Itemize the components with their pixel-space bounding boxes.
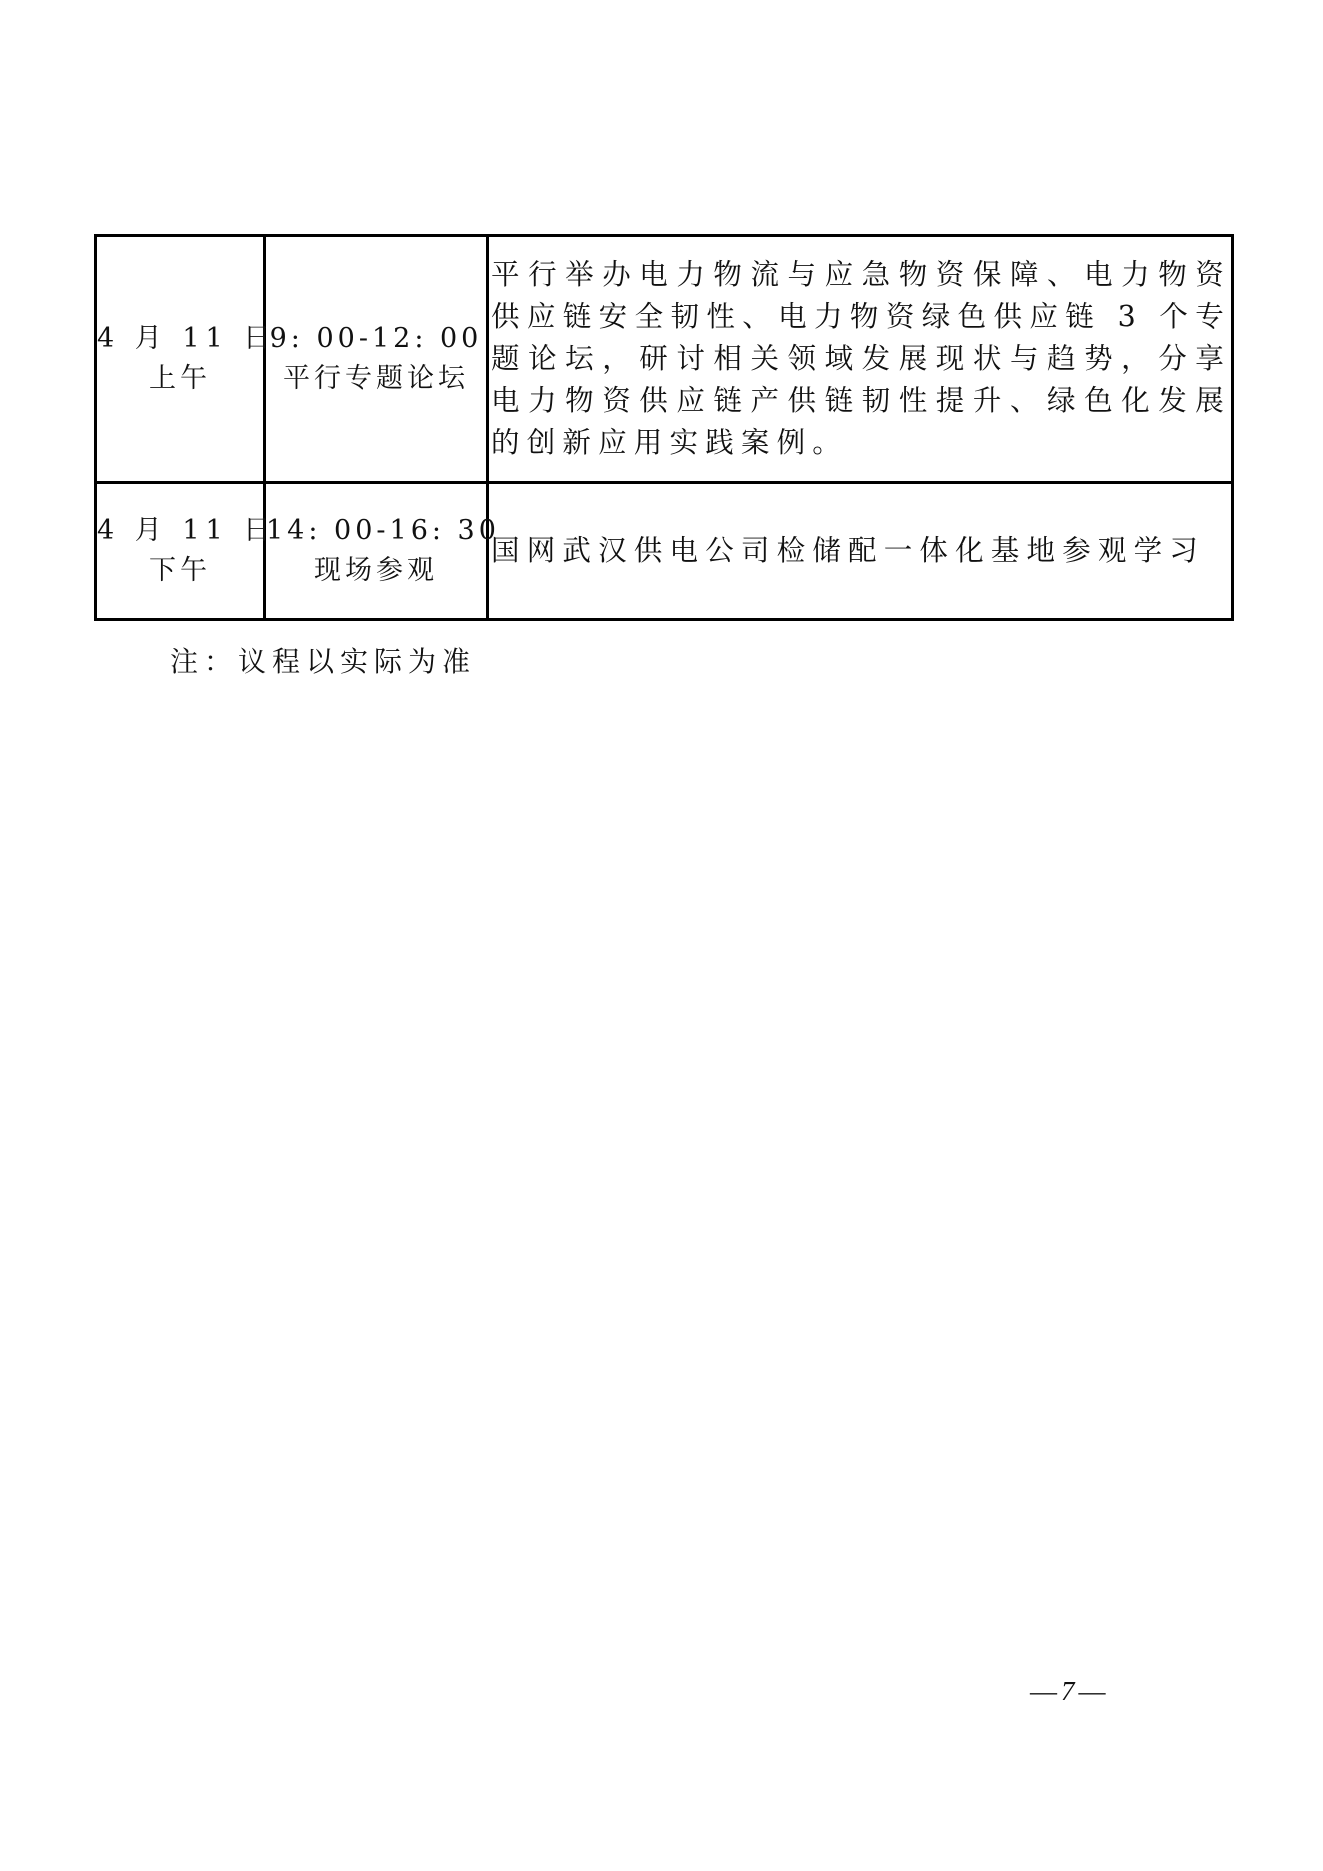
time-text: 9: 00-12: 00 <box>269 323 483 354</box>
table-row <box>96 483 1233 620</box>
session-text: 现场参观 <box>314 555 438 586</box>
time-cell <box>265 236 488 483</box>
page-number-value: 7 <box>1061 1676 1075 1706</box>
description-text: 平行举办电力物流与应急物资保障、电力物资供应链安全韧性、电力物资绿色供应链 3 个专题论坛，研讨相关领域发展现状与趋势，分享电力物资供应链产供链韧性提升、绿色化发展的创新应用实践案例。 <box>491 258 1231 459</box>
page-number <box>1030 1676 1106 1707</box>
page-dash-right: — <box>1078 1676 1106 1706</box>
description-cell <box>488 483 1233 620</box>
time-cell <box>265 483 500 620</box>
page-dash-left: — <box>1030 1676 1057 1706</box>
date-cell <box>96 483 277 620</box>
period-text: 下午 <box>149 555 211 586</box>
table-row <box>96 236 1233 483</box>
session-text: 平行专题论坛 <box>283 363 469 394</box>
date-cell <box>96 236 277 483</box>
description-text: 国网武汉供电公司检储配一体化基地参观学习 <box>491 534 1206 567</box>
agenda-table <box>94 234 1234 621</box>
description-cell <box>488 236 1233 483</box>
agenda-note: 注：议程以实际为准 <box>170 645 477 678</box>
period-text: 上午 <box>149 363 211 394</box>
date-text: 4 月 11 日 <box>97 323 277 354</box>
date-text: 4 月 11 日 <box>97 515 277 546</box>
time-text: 14: 00-16: 30 <box>266 515 500 546</box>
